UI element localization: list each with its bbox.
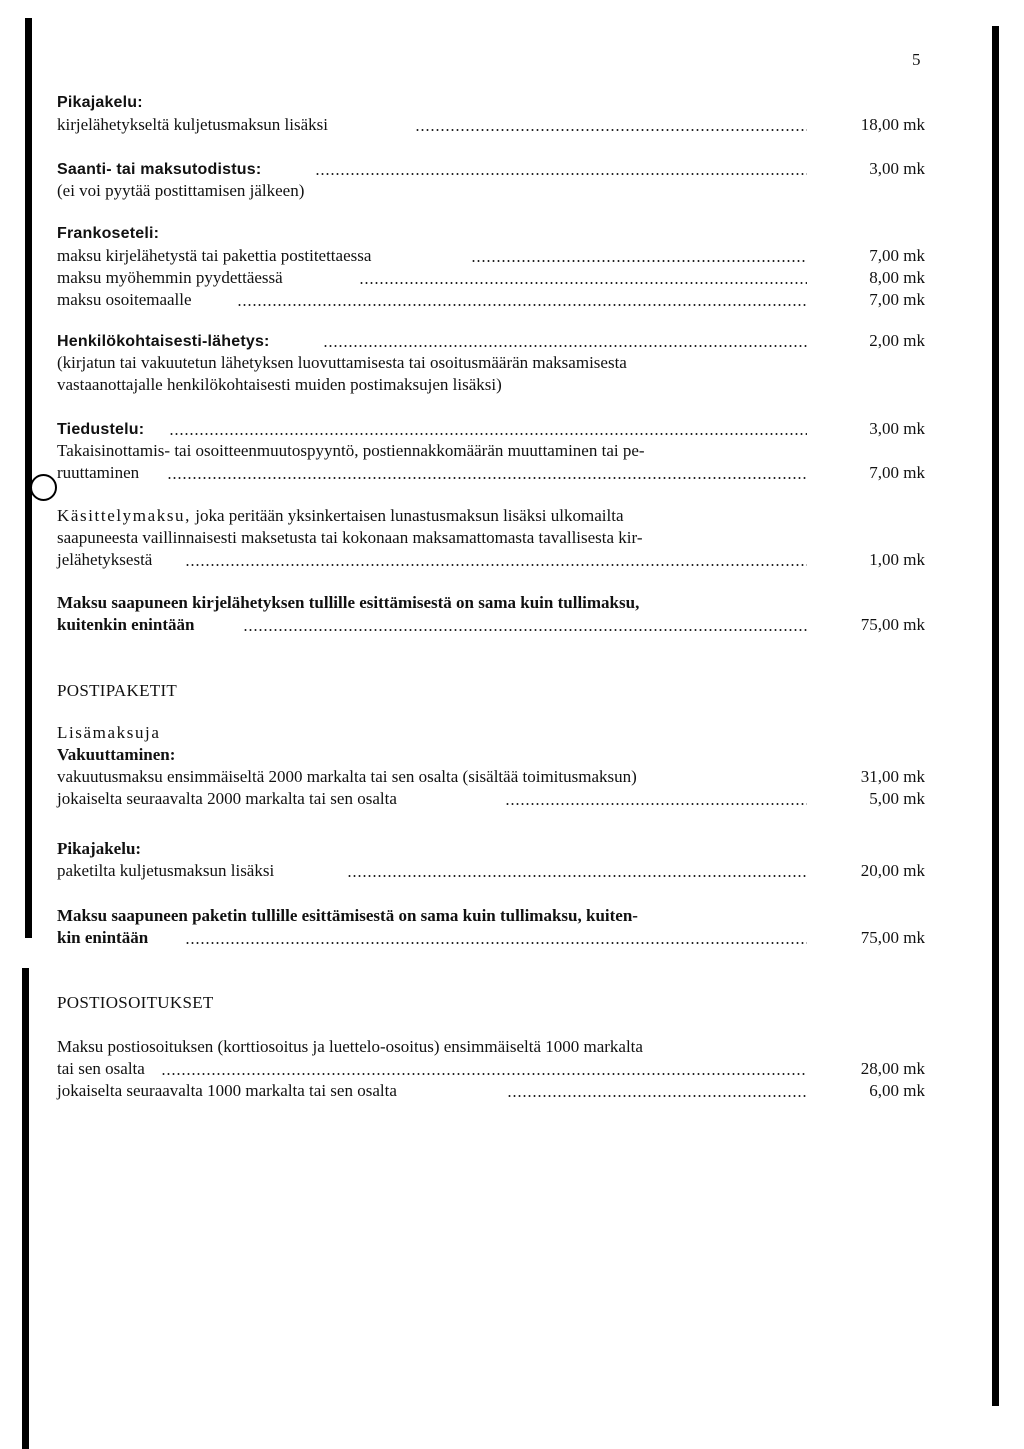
henkilokohtaisesti-section	[57, 330, 925, 396]
paketti-pikajakelu-section	[57, 838, 925, 882]
row-price: 7,00 mk	[869, 463, 925, 482]
paketti-pikajakelu-heading: Pikajakelu:	[57, 839, 142, 858]
customs-parcels-row	[57, 927, 925, 949]
row-price: 2,00 mk	[869, 331, 925, 350]
row-label: kuitenkin enintään	[57, 615, 195, 634]
customs-parcels-line: Maksu saapuneen paketin tullille esittämisestä on sama kuin tullimaksu, kuiten-	[57, 906, 638, 925]
dot-leader	[161, 1073, 807, 1075]
row-label: maksu myöhemmin pyydettäessä	[57, 268, 283, 287]
row-label: jokaiselta seuraavalta 2000 markalta tai sen osalta	[57, 789, 397, 808]
dot-leader	[169, 433, 807, 435]
row-price: 18,00 mk	[860, 115, 925, 134]
henkilokohtaisesti-row	[57, 330, 925, 352]
frankoseteli-row	[57, 245, 925, 267]
row-price: 75,00 mk	[860, 615, 925, 634]
kasittelymaksu-text: joka peritään yksinkertaisen lunastusmaksun lisäksi ulkomailta	[191, 506, 624, 525]
customs-parcels-section	[57, 905, 925, 949]
customs-letters-section	[57, 592, 925, 636]
postiosoitukset-title: POSTIOSOITUKSET	[57, 993, 214, 1012]
kasittelymaksu-line: saapuneesta vaillinnaisesti maksetusta tai kokonaan maksamattomasta tavallisesta kir-	[57, 528, 643, 547]
row-label: kirjelähetykseltä kuljetusmaksun lisäksi	[57, 115, 329, 134]
page-number: 5	[912, 50, 921, 69]
row-price: 20,00 mk	[860, 861, 925, 880]
dot-leader	[185, 564, 807, 566]
vakuuttaminen-row	[57, 766, 925, 788]
customs-letters-row	[57, 614, 925, 636]
row-price: 7,00 mk	[869, 290, 925, 309]
frankoseteli-row	[57, 289, 925, 311]
dot-leader	[315, 173, 807, 175]
postiosoitukset-row	[57, 1058, 925, 1080]
scan-edge-bar-right	[992, 26, 999, 1406]
tiedustelu-row	[57, 462, 925, 484]
postiosoitukset-section	[57, 992, 925, 1014]
punch-hole	[30, 474, 57, 501]
row-label: kin enintään	[57, 928, 149, 947]
row-price: 75,00 mk	[860, 928, 925, 947]
kasittelymaksu-row	[57, 549, 925, 571]
kasittelymaksu-section	[57, 505, 925, 571]
row-label: maksu kirjelähetystä tai pakettia postitettaessa	[57, 246, 372, 265]
postiosoitukset-row	[57, 1080, 925, 1102]
row-price: 5,00 mk	[869, 789, 925, 808]
dot-leader	[359, 282, 807, 284]
row-price: 3,00 mk	[869, 419, 925, 438]
saanti-section	[57, 158, 925, 202]
dot-leader	[505, 803, 807, 805]
kasittelymaksu-line	[57, 505, 925, 527]
dot-leader	[185, 942, 807, 944]
dot-leader	[323, 345, 807, 347]
row-label: jelähetyksestä	[57, 550, 153, 569]
row-price: 1,00 mk	[869, 550, 925, 569]
row-price: 6,00 mk	[869, 1081, 925, 1100]
row-price: 31,00 mk	[860, 767, 925, 786]
row-label: paketilta kuljetusmaksun lisäksi	[57, 861, 275, 880]
henkilokohtaisesti-heading: Henkilökohtaisesti-lähetys:	[57, 333, 270, 350]
postiosoitukset-line: Maksu postiosoituksen (korttiosoitus ja luettelo-osoitus) ensimmäiseltä 1000 markalta	[57, 1037, 643, 1056]
frankoseteli-section	[57, 223, 925, 311]
dot-leader	[471, 260, 807, 262]
row-price: 8,00 mk	[869, 268, 925, 287]
pikajakelu-row	[57, 114, 925, 136]
dot-leader	[347, 875, 807, 877]
henkilokohtaisesti-note-line: vastaanottajalle henkilökohtaisesti muiden postimaksujen lisäksi)	[57, 375, 502, 394]
saanti-row	[57, 158, 925, 180]
row-label: vakuutusmaksu ensimmäiseltä 2000 markalta tai sen osalta (sisältää toimitusmaksun)	[57, 767, 637, 786]
saanti-note: (ei voi pyytää postittamisen jälkeen)	[57, 181, 305, 200]
pikajakelu-letters-section	[57, 92, 925, 136]
dot-leader	[415, 129, 807, 131]
row-price: 7,00 mk	[869, 246, 925, 265]
row-label: ruuttaminen	[57, 463, 140, 482]
pikajakelu-heading: Pikajakelu:	[57, 94, 143, 111]
vakuuttaminen-row	[57, 788, 925, 810]
scan-edge-bar-left-bottom	[22, 968, 29, 1449]
dot-leader	[243, 629, 807, 631]
frankoseteli-row	[57, 267, 925, 289]
row-price: 3,00 mk	[869, 159, 925, 178]
customs-letters-line: Maksu saapuneen kirjelähetyksen tullille esittämisestä on sama kuin tullimaksu,	[57, 593, 640, 612]
lisamaksuja-subtitle: Lisämaksuja	[57, 723, 161, 742]
row-label: maksu osoitemaalle	[57, 290, 192, 309]
vakuuttaminen-heading: Vakuuttaminen:	[57, 745, 176, 764]
row-label: jokaiselta seuraavalta 1000 markalta tai sen osalta	[57, 1081, 397, 1100]
dot-leader	[507, 1095, 807, 1097]
postiosoitukset-content	[57, 1036, 925, 1102]
postipaketit-content	[57, 722, 925, 810]
postipaketit-title: POSTIPAKETIT	[57, 681, 178, 700]
henkilokohtaisesti-note-line: (kirjatun tai vakuutetun lähetyksen luovuttamisesta tai osoitusmäärän maksamisesta	[57, 353, 627, 372]
tiedustelu-line: Takaisinottamis- tai osoitteenmuutospyyntö, postiennakkomäärän muuttaminen tai pe-	[57, 441, 645, 460]
row-price: 28,00 mk	[860, 1059, 925, 1078]
saanti-heading: Saanti- tai maksutodistus:	[57, 161, 262, 178]
row-label: tai sen osalta	[57, 1059, 145, 1078]
tiedustelu-section	[57, 418, 925, 484]
dot-leader	[167, 477, 807, 479]
paketti-pikajakelu-row	[57, 860, 925, 882]
tiedustelu-heading: Tiedustelu:	[57, 421, 145, 438]
scan-edge-bar-left-top	[25, 18, 32, 938]
dot-leader	[237, 304, 807, 306]
tiedustelu-row	[57, 418, 925, 440]
kasittelymaksu-term: Käsittelymaksu,	[57, 506, 192, 525]
frankoseteli-heading: Frankoseteli:	[57, 225, 160, 242]
postipaketit-section	[57, 680, 925, 702]
